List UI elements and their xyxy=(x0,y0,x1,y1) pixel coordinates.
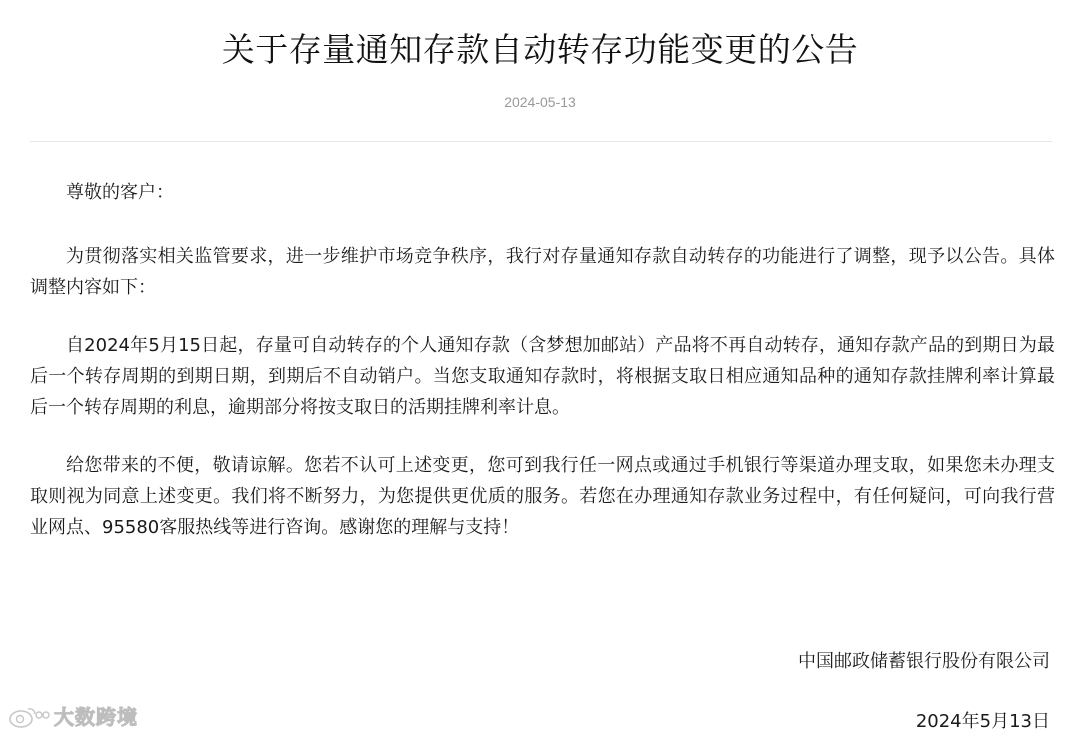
weibo-logo-icon xyxy=(8,704,50,730)
watermark-text: 大数跨境 xyxy=(54,705,138,729)
header-divider xyxy=(30,141,1052,142)
watermark xyxy=(8,704,138,730)
announcement-body xyxy=(30,177,1055,570)
signature-date: 2024年5月13日 xyxy=(915,711,1050,732)
paragraph-apology: 给您带来的不便，敬请谅解。您若不认可上述变更，您可到我行任一网点或通过手机银行等渠道办理支取，如果您未办理支取则视为同意上述变更。我们将不断努力，为您提供更优质的服务。若您在办理通知存款业务过程中，有任何疑问，可向我行营业网点、95580客服热线等进行咨询。感谢您的理解与支持！ xyxy=(30,455,1055,538)
paragraph-change-details: 自2024年5月15日起，存量可自动转存的个人通知存款（含梦想加邮站）产品将不再自动转存，通知存款产品的到期日为最后一个转存周期的到期日期，到期后不自动销户。当您支取通知存款时，将根据支取日相应通知品种的通知存款挂牌利率计算最后一个转存周期的利息，逾期部分将按支取日的活期挂牌利率计息。 xyxy=(30,335,1055,418)
page-title: 关于存量通知存款自动转存功能变更的公告 xyxy=(221,30,859,69)
paragraph-intro: 为贯彻落实相关监管要求，进一步维护市场竞争秩序，我行对存量通知存款自动转存的功能进行了调整，现予以公告。具体调整内容如下： xyxy=(30,246,1055,298)
publish-date: 2024-05-13 xyxy=(504,94,576,110)
signature-company: 中国邮政储蓄银行股份有限公司 xyxy=(798,651,1050,672)
greeting: 尊敬的客户： xyxy=(66,182,174,203)
